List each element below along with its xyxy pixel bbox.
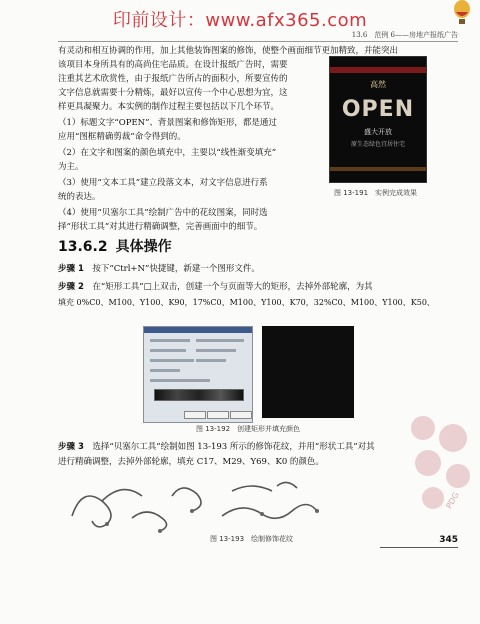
figure-caption: 图 13-193 绘制修饰花纹 <box>210 535 294 543</box>
list-item-line: 择“形状工具”对其进行精确调整，完善画面中的细节。 <box>58 222 263 232</box>
step-text: 在“矩形工具”□上双击，创建一个与页面等大的矩形，去掉外部轮廓，为其 <box>92 282 373 292</box>
stamp-label: PDG <box>444 490 461 511</box>
cover-subtitle: 盛大开放 <box>364 128 392 136</box>
header-rule <box>58 41 458 42</box>
balloon-icon <box>452 0 472 26</box>
intro-line: 该项目本身所具有的高尚住宅品质。在设计报纸广告时，需要 <box>58 60 288 70</box>
pdg-stamp <box>398 408 478 518</box>
step-2-line: 填充 0%C0、M100、Y100、K90，17%C0、M100、Y100、K70，32%C0、M100、Y100、K50、 <box>58 298 435 307</box>
step-3-line: 进行精确调整，去掉外部轮廓，填充 C17、M29、Y69、K0 的颜色。 <box>58 457 324 467</box>
watermark-text: 印前设计：www.afx365.com <box>112 10 368 31</box>
step-2 <box>58 280 446 295</box>
step-3 <box>58 440 446 455</box>
cover-stripe <box>330 67 426 73</box>
list-item-line: 为主。 <box>58 162 84 172</box>
step-label: 步骤 1 <box>58 264 84 274</box>
list-item-line: （2）在文字和图案的颜色填充中，主要以“线性渐变填充” <box>58 148 277 158</box>
intro-line: 注重其艺术欣赏性，由于报纸广告所占的面积小，所要宣传的 <box>58 74 288 84</box>
gradient-preview <box>154 389 244 401</box>
floral-ornament <box>62 476 332 536</box>
footer-rule <box>380 547 458 548</box>
section-number: 13.6.2 <box>58 239 108 255</box>
page-number: 345 <box>439 535 458 545</box>
step-text: 按下“Ctrl+N”快捷键，新建一个图形文件。 <box>92 264 260 274</box>
list-item-line: （1）标题文字“OPEN”、背景图案和修饰矩形，都是通过 <box>58 118 277 128</box>
list-item-line: 应用“图框精确剪裁”命令得到的。 <box>58 132 186 142</box>
ad-cover-image <box>329 56 427 183</box>
dialog-button <box>184 411 206 419</box>
dialog-button <box>207 411 229 419</box>
step-label: 步骤 3 <box>58 442 84 452</box>
section-title: 具体操作 <box>115 239 172 255</box>
step-1 <box>58 262 446 277</box>
intro-line: 样更具凝聚力。本实例的制作过程主要包括以下几个环节。 <box>58 102 280 112</box>
section-heading <box>58 236 172 256</box>
dialog-titlebar <box>144 327 252 333</box>
cover-bottom-stripe <box>330 167 426 171</box>
intro-line: 文字信息就需要十分精炼，最好以宣传一个中心思想为宜，这 <box>58 88 288 98</box>
cover-tagline: 原生态绿色宜居住宅 <box>350 141 405 148</box>
figure-caption: 图 13-191 实例完成效果 <box>334 189 418 197</box>
fill-dialog-screenshot <box>143 326 253 423</box>
running-head: 13.6 范例 6——房地产报纸广告 <box>351 31 458 39</box>
figure-caption: 图 13-192 创建矩形并填充颜色 <box>196 425 301 433</box>
intro-line: 有灵动和相互协调的作用，加上其他装饰图案的修饰，使整个画面细节更加精致，并能突出 <box>58 46 399 56</box>
list-item-line: 统的表达。 <box>58 192 101 202</box>
list-item-line: （3）使用“文本工具”建立段落文本，对文字信息进行系 <box>58 178 268 188</box>
list-item-line: （4）使用“贝塞尔工具”绘制广告中的花纹图案，同时选 <box>58 208 268 218</box>
step-text: 选择“贝塞尔工具”绘制如图 13-193 所示的修饰花纹，并用“形状工具”对其 <box>92 442 375 452</box>
dialog-button <box>230 411 252 419</box>
step-label: 步骤 2 <box>58 282 84 292</box>
cover-open-title: OPEN <box>341 97 415 122</box>
filled-rectangle-preview <box>262 326 354 418</box>
cover-brand: 高然 <box>370 80 386 89</box>
